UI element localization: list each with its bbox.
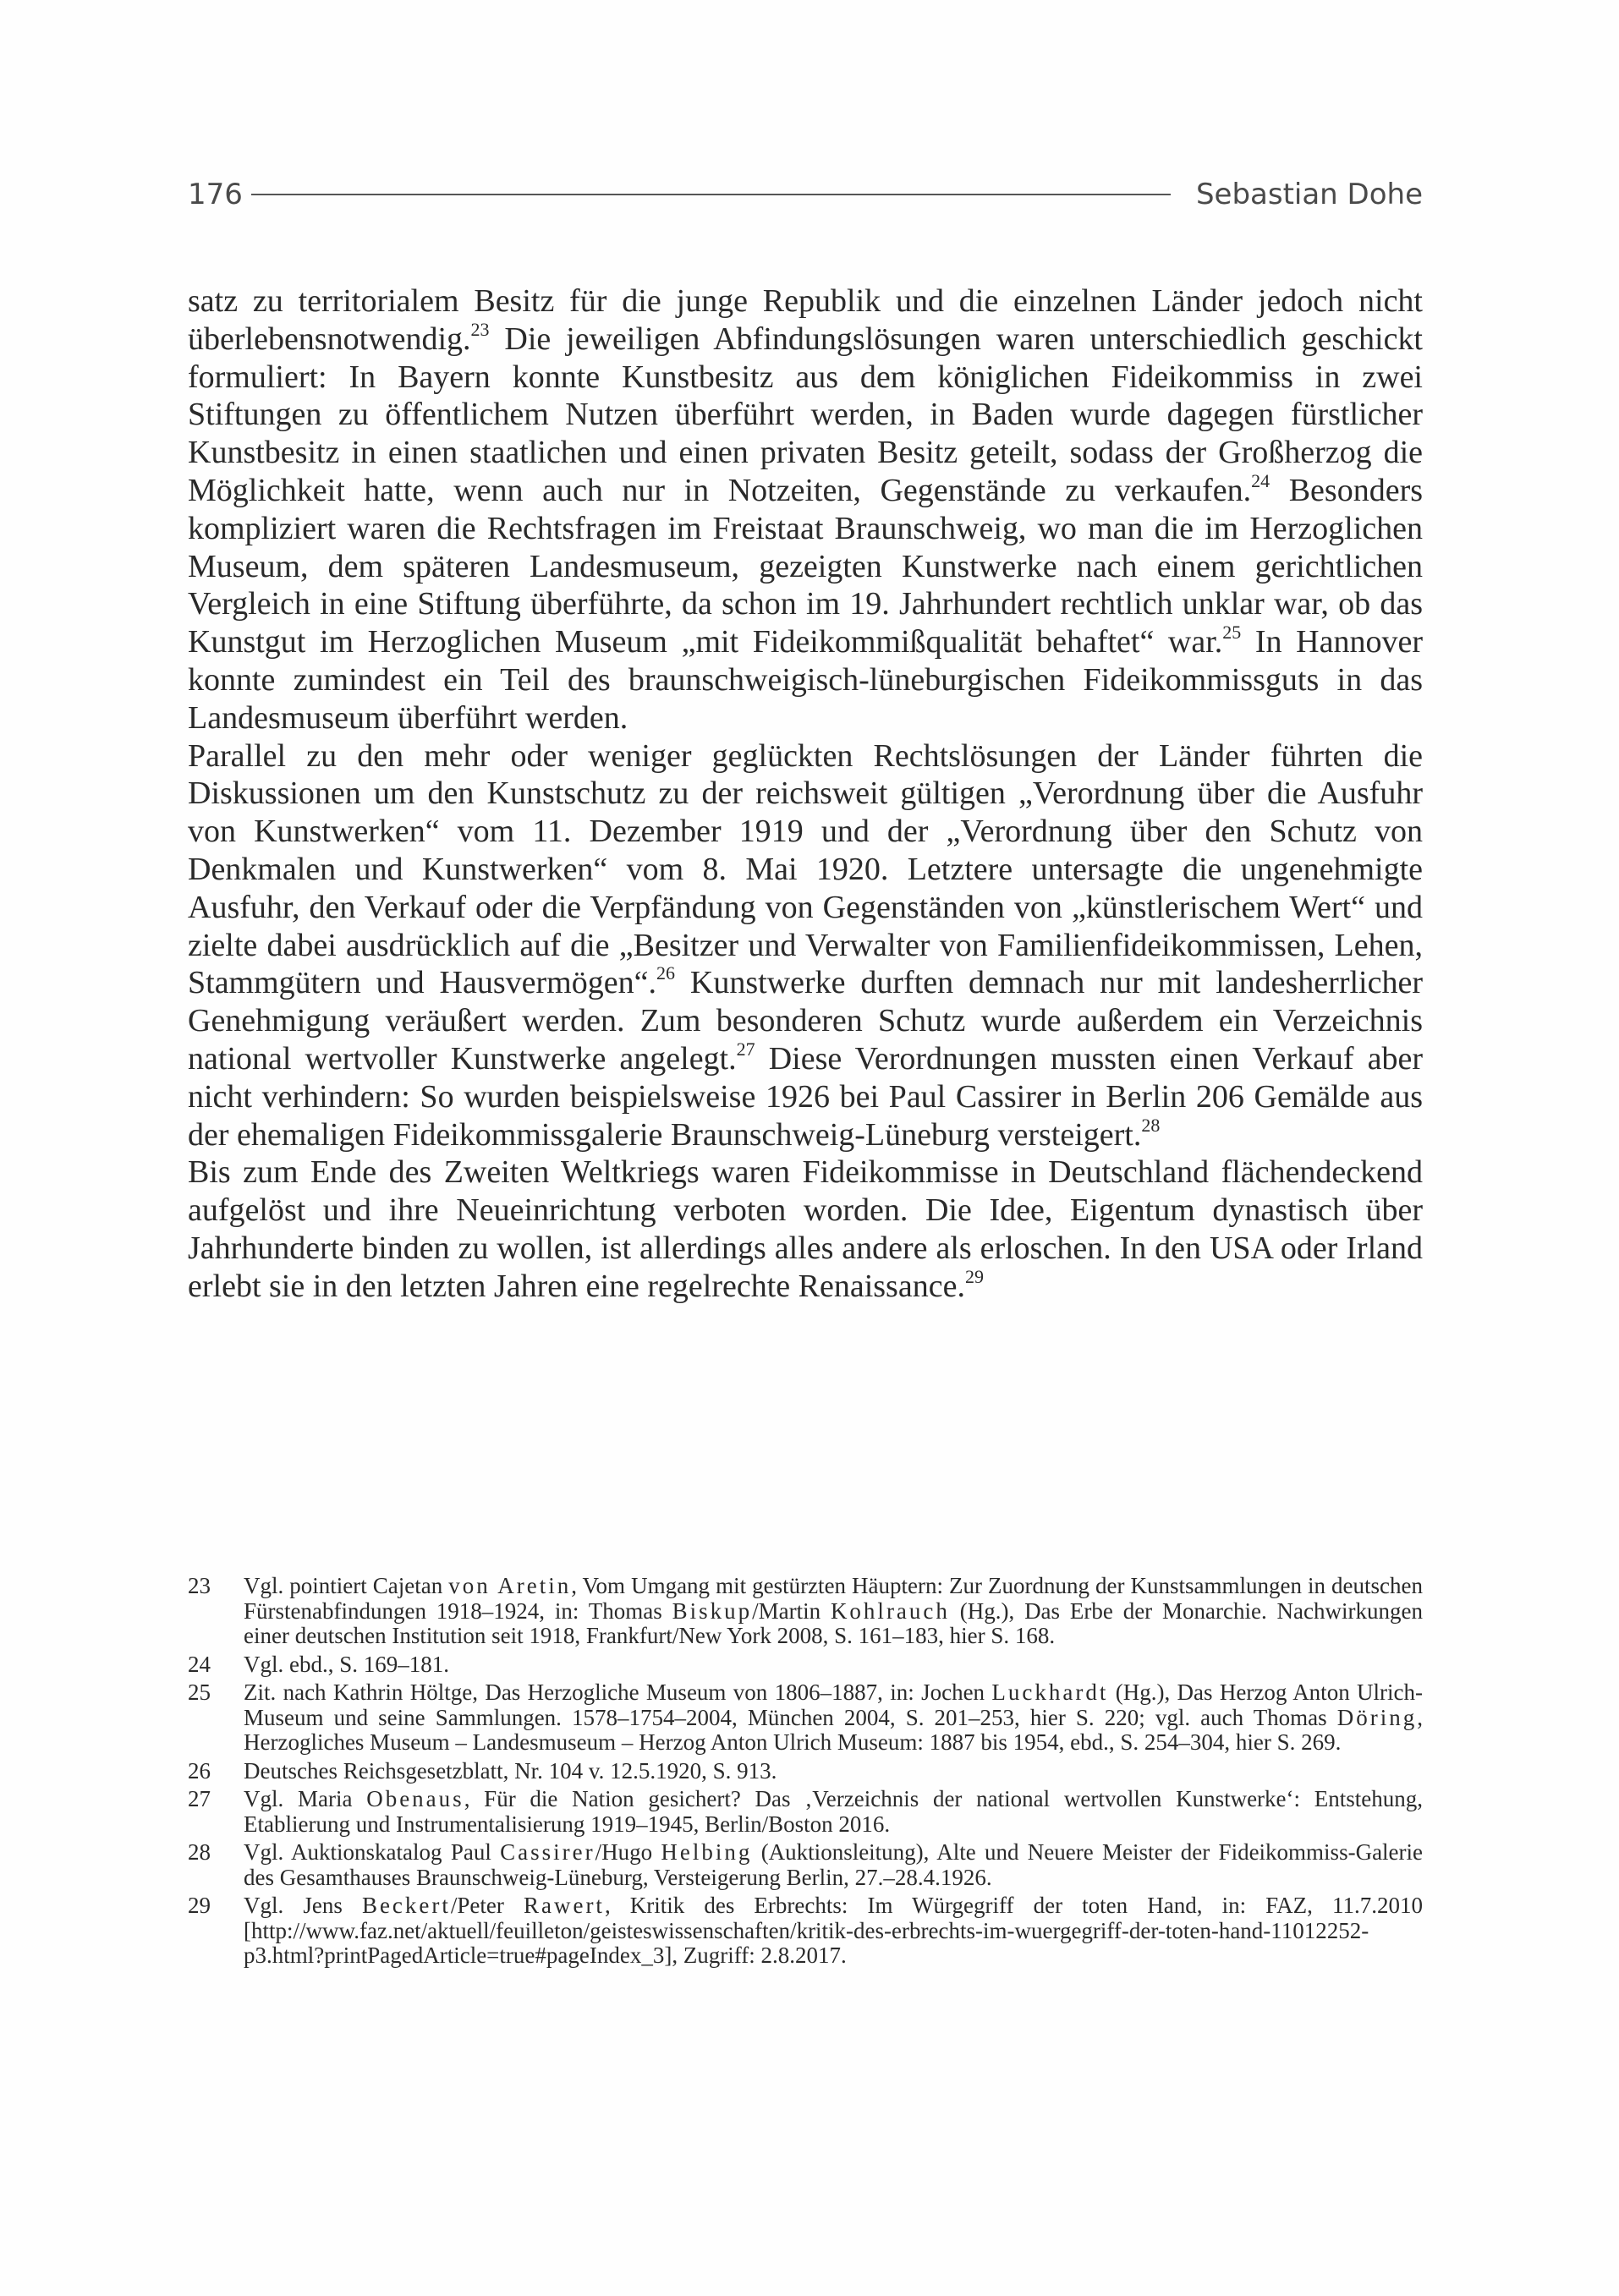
author-name: Obenaus [366, 1786, 464, 1811]
running-header [188, 169, 1423, 220]
text-run: Kunstwerke durften demnach nur mit landesherrlicher Genehmigung veräußert werden. Zum besonderen Schutz wurde außerdem ein Verzeichnis national wertvoller Kunstwerke angelegt. [188, 965, 1423, 1077]
author-name: Döring [1336, 1704, 1418, 1730]
footnote [188, 1787, 1423, 1837]
text-run: Bis zum Ende des Zweiten Weltkriegs waren Fideikommisse in Deutschland flächendeckend aufgelöst und ihre Neueinrichtung verboten worden. Die Idee, Eigentum dynastisch über Jahrhunderte binden zu wollen, ist allerdings alles andere als erloschen. In den USA oder Irland erlebt sie in den letzten Jahren eine regelrechte Renaissance. [188, 1154, 1423, 1304]
text-run: , Kritik des Erbrechts: Im Würgegriff der toten Hand, in: FAZ, 11.7.2010 [http://www.faz.net/aktuell/feuilleton/geisteswissenschaften/kritik-des-erbrechts-im-wuergegriff-der-toten-hand-11012252-p3.html?printPagedArticle=true#pageIndex_3], Zugriff: 2.8.2017. [244, 1893, 1424, 1968]
text-run: (Hg.), Das Herzog Anton Ulrich-Museum und seine Sammlungen. 1578–1754–2004, München 2004, S. 201–253, hier S. 220; vgl. auch Thomas [244, 1680, 1424, 1730]
author-name: Helbing [661, 1839, 753, 1865]
author-name: Luckhardt [991, 1680, 1109, 1705]
text-run: /Martin [752, 1597, 831, 1624]
footnote-ref: 29 [964, 1265, 984, 1287]
text-run: Zit. nach Kathrin Höltge, Das Herzogliche Museum von 1806–1887, in: Jochen [244, 1680, 992, 1705]
footnote [188, 1574, 1423, 1649]
footnote-number: 26 [188, 1757, 211, 1784]
text-run: Vgl. Auktionskatalog Paul [244, 1839, 501, 1865]
text-run: , Für die Nation gesichert? Das ‚Verzeichnis der national wertvollen Kunstwerke‘: Entstehung, Etablierung und Instrumentalisierung 1919–1945, Berlin/Boston 2016. [244, 1786, 1423, 1837]
footnote-text [244, 1893, 1423, 1969]
header-rule [251, 194, 1171, 195]
footnote-ref: 26 [656, 962, 675, 984]
paragraph [188, 737, 1423, 1154]
text-run: Parallel zu den mehr oder weniger geglückten Rechtslösungen der Länder führten die Diskussionen um den Kunstschutz zu der reichsweit gültigen „Verordnung über die Ausfuhr von Kunstwerken“ vom 11. Dezember 1919 und der „Verordnung über den Schutz von Denkmalen und Kunstwerken“ vom 8. Mai 1920. Letztere untersagte die ungenehmigte Ausfuhr, den Verkauf oder die Verpfändung von Gegenständen von „künstlerischem Wert“ und zielte dabei ausdrücklich auf die „Besitzer und Verwalter von Familienfideikommissen, Lehen, Stammgütern und Hausvermögen“. [188, 737, 1423, 1001]
running-head-author: Sebastian Dohe [1195, 178, 1423, 211]
author-name: Beckert [361, 1893, 451, 1918]
author-name: Rawert [523, 1893, 605, 1918]
text-run: Deutsches Reichsgesetzblatt, Nr. 104 v. 12.5.1920, S. 913. [244, 1757, 777, 1784]
page-number: 176 [188, 178, 243, 211]
text-run: satz zu territorialem Besitz für die junge Republik und die einzelnen Länder jedoch nicht überlebensnotwendig. [188, 283, 1423, 357]
author-name: Cassirer [500, 1839, 595, 1865]
footnote [188, 1840, 1423, 1890]
text-run: (Auktionsleitung), Alte und Neuere Meister der Fideikommiss-Galerie des Gesamthauses Braunschweig-Lüneburg, Versteigerung Berlin, 27.–28.4.1926. [244, 1839, 1424, 1890]
text-run: , Vom Umgang mit gestürzten Häuptern: Zur Zuordnung der Kunstsammlungen in deutschen Fürstenabfindungen 1918–1924, in: Thomas [244, 1573, 1424, 1624]
paragraph [188, 282, 1423, 737]
footnotes [188, 1574, 1423, 1972]
text-run: Diese Verordnungen mussten einen Verkauf aber nicht verhindern: So wurden beispielsweise 1926 bei Paul Cassirer in Berlin 206 Gemälde aus der ehemaligen Fideikommissgalerie Braunschweig-Lüneburg versteigert. [188, 1040, 1423, 1153]
footnote [188, 1680, 1423, 1756]
author-name: Biskup [672, 1597, 753, 1624]
text-run: Vgl. Jens [244, 1893, 362, 1918]
footnote-ref: 28 [1141, 1114, 1161, 1136]
footnote-number: 24 [188, 1651, 211, 1677]
footnote-text [244, 1574, 1423, 1649]
footnote-text [244, 1652, 1423, 1678]
footnote-ref: 23 [470, 318, 490, 340]
footnote-text [244, 1759, 1423, 1784]
text-run: , Herzogliches Museum – Landesmuseum – Herzog Anton Ulrich Museum: 1887 bis 1954, ebd., S. 254–304, hier S. 269. [244, 1704, 1423, 1755]
footnote-number: 25 [188, 1680, 211, 1705]
footnote [188, 1652, 1423, 1678]
main-text [188, 282, 1423, 1306]
footnote-ref: 25 [1222, 622, 1242, 644]
footnote-number: 23 [188, 1573, 211, 1598]
footnote-ref: 27 [736, 1038, 755, 1060]
author-name: Kohlrauch [830, 1597, 950, 1624]
author-name: von Aretin [448, 1573, 572, 1598]
text-run: /Hugo [595, 1839, 661, 1865]
footnote-text [244, 1680, 1423, 1756]
footnote-ref: 24 [1251, 469, 1271, 491]
footnote [188, 1893, 1423, 1969]
text-run: Vgl. Maria [244, 1786, 367, 1811]
text-run: (Hg.), Das Erbe der Monarchie. Nachwirkungen einer deutschen Institution seit 1918, Frankfurt/New York 2008, S. 161–183, hier S. 168. [244, 1597, 1423, 1648]
paragraph [188, 1153, 1423, 1305]
footnote-text [244, 1840, 1423, 1890]
text-run: /Peter [450, 1893, 524, 1918]
text-run: In Hannover konnte zumindest ein Teil des braunschweigisch-lüneburgischen Fideikommissguts in das Landesmuseum überführt werden. [188, 624, 1423, 736]
footnote-number: 29 [188, 1893, 211, 1918]
text-run: Vgl. pointiert Cajetan [244, 1573, 449, 1598]
footnote-number: 27 [188, 1786, 211, 1811]
footnote-number: 28 [188, 1839, 211, 1865]
text-run: Die jeweiligen Abfindungslösungen waren unterschiedlich geschickt formuliert: In Bayern konnte Kunstbesitz aus dem königlichen Fideikommiss in zwei Stiftungen zu öffentlichem Nutzen überführt werden, in Baden wurde dagegen fürstlicher Kunstbesitz in einen staatlichen und einen privaten Besitz geteilt, sodass der Großherzog die Möglichkeit hatte, wenn auch nur in Notzeiten, Gegenstände zu verkaufen. [188, 321, 1423, 508]
text-run: Besonders kompliziert waren die Rechtsfragen im Freistaat Braunschweig, wo man die im Herzoglichen Museum, dem späteren Landesmuseum, gezeigten Kunstwerke nach einem gerichtlichen Vergleich in eine Stiftung überführte, da schon im 19. Jahrhundert rechtlich unklar war, ob das Kunstgut im Herzoglichen Museum „mit Fideikommißqualität behaftet“ war. [188, 472, 1424, 660]
text-run: Vgl. ebd., S. 169–181. [244, 1651, 449, 1677]
footnote [188, 1759, 1423, 1784]
footnote-text [244, 1787, 1423, 1837]
